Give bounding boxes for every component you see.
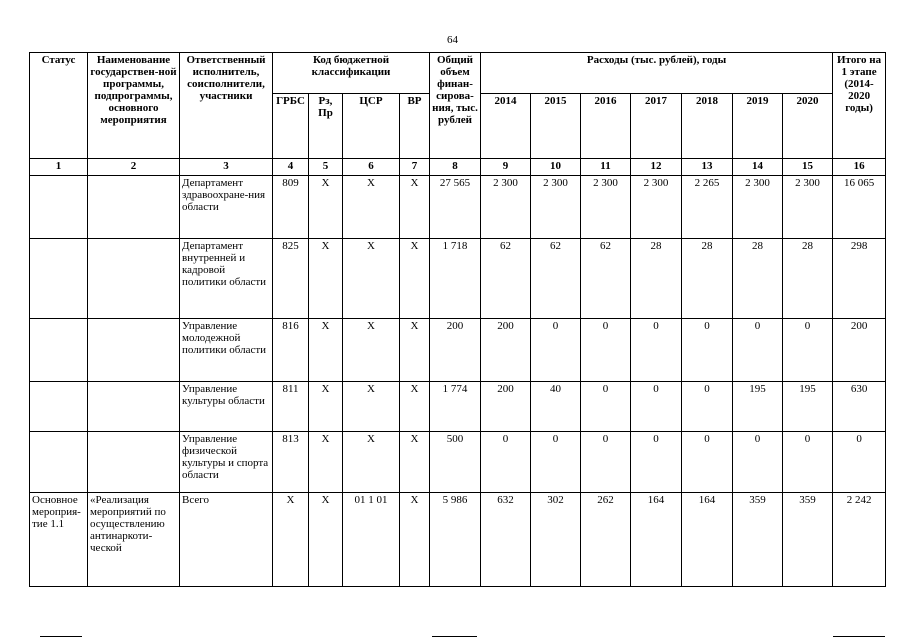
header-total-volume: Общий объем финан-сирова-ния, тыс. рублей: [430, 53, 481, 159]
year-value-cell: 28: [733, 239, 783, 319]
status-cell: [30, 382, 88, 432]
page-number: 64: [447, 34, 458, 46]
year-value-cell: 195: [783, 382, 833, 432]
year-value-cell: 0: [581, 319, 631, 382]
year-value-cell: 0: [631, 319, 682, 382]
header-budget-code: Код бюджетной классификации: [273, 53, 430, 94]
header-year: 2019: [733, 94, 783, 159]
stage-total-cell: 2 242: [833, 493, 886, 587]
year-value-cell: 0: [481, 432, 531, 493]
name-cell: [88, 319, 180, 382]
name-cell: [88, 239, 180, 319]
csr-cell: Х: [343, 176, 400, 239]
vr-cell: Х: [400, 382, 430, 432]
stage-total-cell: 200: [833, 319, 886, 382]
year-value-cell: 28: [682, 239, 733, 319]
header-year: 2015: [531, 94, 581, 159]
stage-total-cell: 0: [833, 432, 886, 493]
rzpr-cell: Х: [309, 493, 343, 587]
table-row: [30, 493, 886, 587]
column-number: 2: [88, 159, 180, 176]
year-value-cell: 359: [733, 493, 783, 587]
column-number: 1: [30, 159, 88, 176]
year-value-cell: 0: [783, 319, 833, 382]
stage-total-cell: 630: [833, 382, 886, 432]
header-expenses: Расходы (тыс. рублей), годы: [481, 53, 833, 94]
column-number-row: [30, 159, 886, 176]
rzpr-cell: Х: [309, 432, 343, 493]
csr-cell: Х: [343, 319, 400, 382]
grbs-cell: 825: [273, 239, 309, 319]
column-number: 8: [430, 159, 481, 176]
table-row: [30, 176, 886, 239]
grbs-cell: 813: [273, 432, 309, 493]
column-number: 4: [273, 159, 309, 176]
header-year: 2017: [631, 94, 682, 159]
table-row: [30, 382, 886, 432]
table-row: [30, 319, 886, 382]
year-value-cell: 62: [581, 239, 631, 319]
year-value-cell: 164: [631, 493, 682, 587]
stage-total-cell: 16 065: [833, 176, 886, 239]
grbs-cell: 811: [273, 382, 309, 432]
year-value-cell: 2 300: [531, 176, 581, 239]
name-cell: [88, 176, 180, 239]
status-cell: Основное мероприя-тие 1.1: [30, 493, 88, 587]
executor-cell: Управление молодежной политики области: [180, 319, 273, 382]
vr-cell: Х: [400, 432, 430, 493]
year-value-cell: 262: [581, 493, 631, 587]
table-row: [30, 432, 886, 493]
year-value-cell: 0: [631, 382, 682, 432]
header-year: 2016: [581, 94, 631, 159]
csr-cell: Х: [343, 382, 400, 432]
year-value-cell: 2 300: [481, 176, 531, 239]
column-number: 9: [481, 159, 531, 176]
csr-cell: 01 1 01: [343, 493, 400, 587]
year-value-cell: 0: [733, 319, 783, 382]
grbs-cell: 816: [273, 319, 309, 382]
executor-cell: Департамент внутренней и кадровой политики области: [180, 239, 273, 319]
header-name: Наименование государствен-ной программы, подпрограммы, основного мероприятия: [88, 53, 180, 159]
total-cell: 500: [430, 432, 481, 493]
year-value-cell: 0: [682, 382, 733, 432]
status-cell: [30, 432, 88, 493]
rzpr-cell: Х: [309, 176, 343, 239]
budget-table: [29, 52, 886, 587]
year-value-cell: 0: [682, 432, 733, 493]
column-number: 3: [180, 159, 273, 176]
csr-cell: Х: [343, 239, 400, 319]
bottom-rule: [432, 636, 477, 637]
year-value-cell: 0: [631, 432, 682, 493]
header-vr: ВР: [400, 94, 430, 159]
executor-cell: Департамент здравоохране-ния области: [180, 176, 273, 239]
year-value-cell: 40: [531, 382, 581, 432]
year-value-cell: 62: [531, 239, 581, 319]
column-number: 10: [531, 159, 581, 176]
executor-cell: Всего: [180, 493, 273, 587]
year-value-cell: 0: [531, 319, 581, 382]
year-value-cell: 200: [481, 382, 531, 432]
year-value-cell: 302: [531, 493, 581, 587]
rzpr-cell: Х: [309, 319, 343, 382]
year-value-cell: 2 300: [733, 176, 783, 239]
year-value-cell: 632: [481, 493, 531, 587]
vr-cell: Х: [400, 176, 430, 239]
year-value-cell: 2 300: [783, 176, 833, 239]
header-year: 2020: [783, 94, 833, 159]
name-cell: «Реализация мероприятий по осуществлению антинаркоти-ческой: [88, 493, 180, 587]
executor-cell: Управление физической культуры и спорта области: [180, 432, 273, 493]
header-year: 2014: [481, 94, 531, 159]
rzpr-cell: Х: [309, 382, 343, 432]
bottom-rule: [833, 636, 885, 637]
header-stage-total: Итого на 1 этапе (2014-2020 годы): [833, 53, 886, 159]
vr-cell: Х: [400, 493, 430, 587]
year-value-cell: 0: [682, 319, 733, 382]
grbs-cell: Х: [273, 493, 309, 587]
total-cell: 200: [430, 319, 481, 382]
header-executor: Ответственный исполнитель, соисполнители, участники: [180, 53, 273, 159]
year-value-cell: 0: [531, 432, 581, 493]
executor-cell: Управление культуры области: [180, 382, 273, 432]
status-cell: [30, 239, 88, 319]
header-status: Статус: [30, 53, 88, 159]
status-cell: [30, 176, 88, 239]
name-cell: [88, 382, 180, 432]
column-number: 15: [783, 159, 833, 176]
column-number: 12: [631, 159, 682, 176]
year-value-cell: 200: [481, 319, 531, 382]
year-value-cell: 195: [733, 382, 783, 432]
column-number: 14: [733, 159, 783, 176]
total-cell: 27 565: [430, 176, 481, 239]
year-value-cell: 0: [581, 432, 631, 493]
total-cell: 1 774: [430, 382, 481, 432]
year-value-cell: 2 300: [581, 176, 631, 239]
year-value-cell: 164: [682, 493, 733, 587]
header-grbs: ГРБС: [273, 94, 309, 159]
header-year: 2018: [682, 94, 733, 159]
vr-cell: Х: [400, 239, 430, 319]
table-row: [30, 239, 886, 319]
year-value-cell: 0: [581, 382, 631, 432]
column-number: 11: [581, 159, 631, 176]
header-csr: ЦСР: [343, 94, 400, 159]
rzpr-cell: Х: [309, 239, 343, 319]
column-number: 6: [343, 159, 400, 176]
year-value-cell: 0: [783, 432, 833, 493]
bottom-rule: [40, 636, 82, 637]
total-cell: 5 986: [430, 493, 481, 587]
year-value-cell: 28: [631, 239, 682, 319]
header-rzpr: Рз, Пр: [309, 94, 343, 159]
year-value-cell: 359: [783, 493, 833, 587]
year-value-cell: 2 300: [631, 176, 682, 239]
year-value-cell: 28: [783, 239, 833, 319]
total-cell: 1 718: [430, 239, 481, 319]
year-value-cell: 2 265: [682, 176, 733, 239]
column-number: 16: [833, 159, 886, 176]
stage-total-cell: 298: [833, 239, 886, 319]
column-number: 13: [682, 159, 733, 176]
name-cell: [88, 432, 180, 493]
column-number: 5: [309, 159, 343, 176]
csr-cell: Х: [343, 432, 400, 493]
status-cell: [30, 319, 88, 382]
vr-cell: Х: [400, 319, 430, 382]
column-number: 7: [400, 159, 430, 176]
year-value-cell: 62: [481, 239, 531, 319]
year-value-cell: 0: [733, 432, 783, 493]
grbs-cell: 809: [273, 176, 309, 239]
